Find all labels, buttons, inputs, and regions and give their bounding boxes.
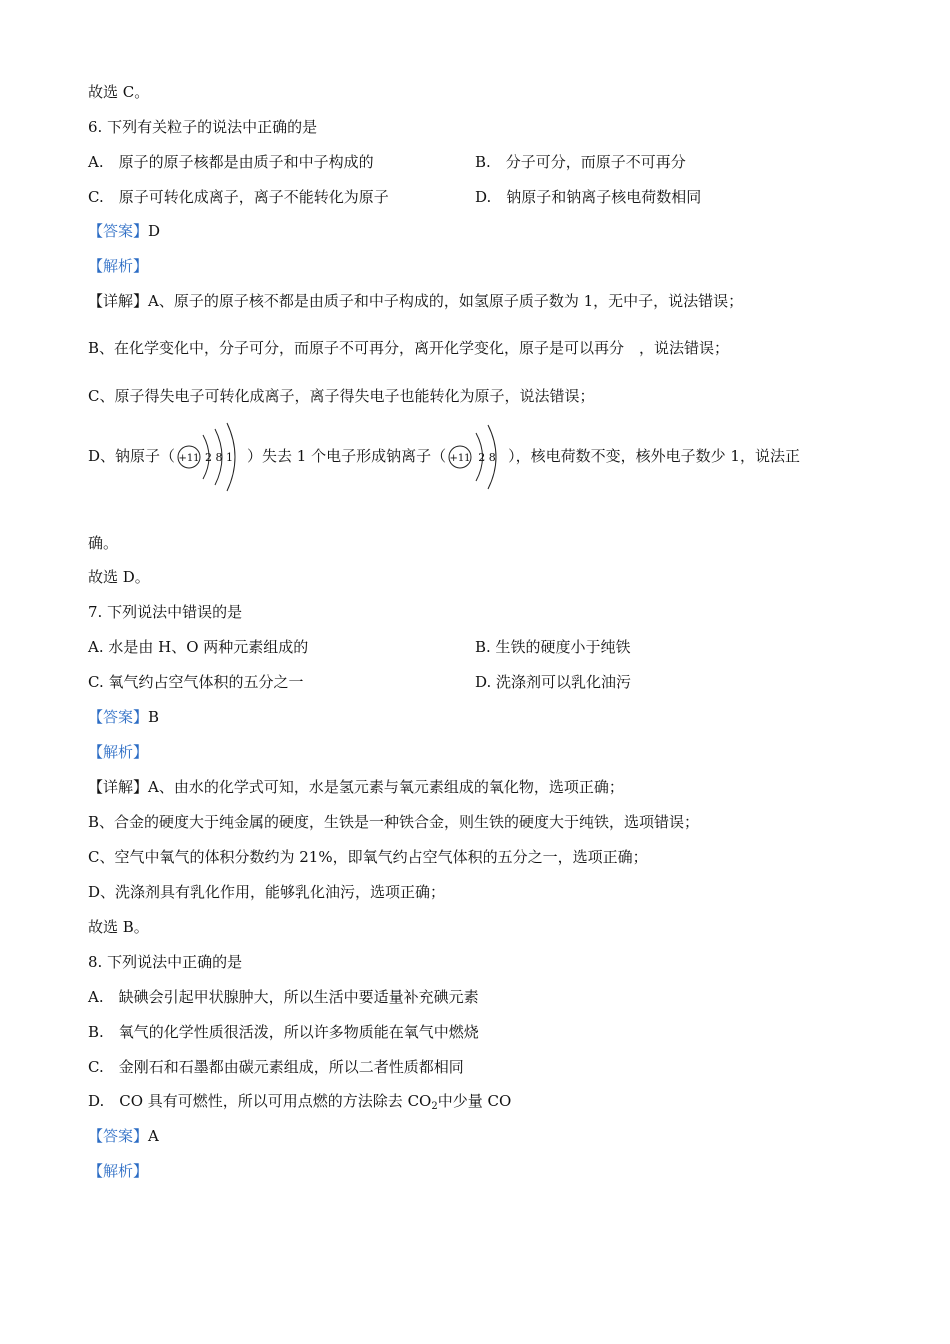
sodium-atom-nucleus: +11 (178, 453, 200, 464)
answer-value: B (148, 708, 160, 726)
q6-detail-a: 【详解】A、原子的原子核不都是由质子和中子构成的，如氢原子质子数为 1，无中子，说法错误； (88, 292, 744, 310)
sodium-ion-nucleus: +11 (449, 453, 471, 464)
q8-option-d: D. CO 具有可燃性，所以可用点燃的方法除去 $CO_2$中少量 CO (88, 1092, 512, 1112)
answer-value: D (148, 222, 161, 240)
detail-tag: 【详解】 (88, 292, 149, 310)
q6-conclusion: 故选 D。 (88, 568, 150, 586)
q7-detail-b: B、合金的硬度大于纯金属的硬度，生铁是一种铁合金，则生铁的硬度大于纯铁，选项错误； (88, 813, 700, 831)
q8-answer (88, 1126, 159, 1146)
q8-option-c: C. 金刚石和石墨都由碳元素组成，所以二者性质都相同 (88, 1058, 464, 1076)
answer-tag: 【答案】 (88, 708, 149, 726)
q8-analysis-tag: 【解析】 (88, 1162, 149, 1180)
q6-answer (88, 221, 160, 241)
sodium-ion-diagram (446, 417, 508, 497)
q6-analysis-tag: 【解析】 (88, 257, 149, 275)
q6-option-d: D. 钠原子和钠离子核电荷数相同 (475, 188, 702, 206)
sodium-atom-diagram (175, 417, 247, 497)
q7-detail-a: 【详解】A、由水的化学式可知，水是氢元素与氧元素组成的氧化物，选项正确； (88, 778, 624, 796)
q7-answer (88, 707, 159, 727)
answer-value: A (148, 1127, 159, 1145)
q6-stem: 6. 下列有关粒子的说法中正确的是 (88, 118, 318, 136)
q7-option-b: B. 生铁的硬度小于纯铁 (475, 638, 631, 656)
answer-tag: 【答案】 (88, 1127, 149, 1145)
q7-stem: 7. 下列说法中错误的是 (88, 603, 243, 621)
q6-detail-d: D、钠原子（ +11 2 8 1 ）失去 1 个电子形成钠离子（ +11 2 8 ），核电荷数不变，核外电子数少 1，说法正 (88, 416, 800, 496)
q7-option-a: A. 水是由 H、O 两种元素组成的 (88, 638, 309, 656)
q6-option-a: A. 原子的原子核都是由质子和中子构成的 (88, 153, 374, 171)
q6-detail-b: B、在化学变化中，分子可分，而原子不可再分，离开化学变化，原子是可以再分 ，说法错误； (88, 339, 730, 357)
q7-detail-c: C、空气中氧气的体积分数约为 21%，即氧气约占空气体积的五分之一，选项正确； (88, 848, 648, 866)
q7-analysis-tag: 【解析】 (88, 743, 149, 761)
q7-detail-d: D、洗涤剂具有乳化作用，能够乳化油污，选项正确； (88, 883, 446, 901)
q6-option-c: C. 原子可转化成离子，离子不能转化为原子 (88, 188, 389, 206)
q8-stem: 8. 下列说法中正确的是 (88, 953, 243, 971)
sodium-ion-shells: 2 8 (478, 451, 496, 464)
q5-conclusion: 故选 C。 (88, 83, 150, 101)
q8-option-b: B. 氧气的化学性质很活泼，所以许多物质能在氧气中燃烧 (88, 1023, 479, 1041)
q7-option-d: D. 洗涤剂可以乳化油污 (475, 673, 632, 691)
q7-option-c: C. 氧气约占空气体积的五分之一 (88, 673, 304, 691)
sodium-atom-shells: 2 8 1 (205, 451, 234, 464)
answer-tag: 【答案】 (88, 222, 149, 240)
q6-detail-d-cont: 确。 (88, 534, 119, 552)
q6-option-b: B. 分子可分，而原子不可再分 (475, 153, 686, 171)
q7-conclusion: 故选 B。 (88, 918, 149, 936)
detail-tag: 【详解】 (88, 778, 149, 796)
q8-option-a: A. 缺碘会引起甲状腺肿大，所以生活中要适量补充碘元素 (88, 988, 479, 1006)
q6-detail-c: C、原子得失电子可转化成离子，离子得失电子也能转化为原子，说法错误； (88, 387, 595, 405)
